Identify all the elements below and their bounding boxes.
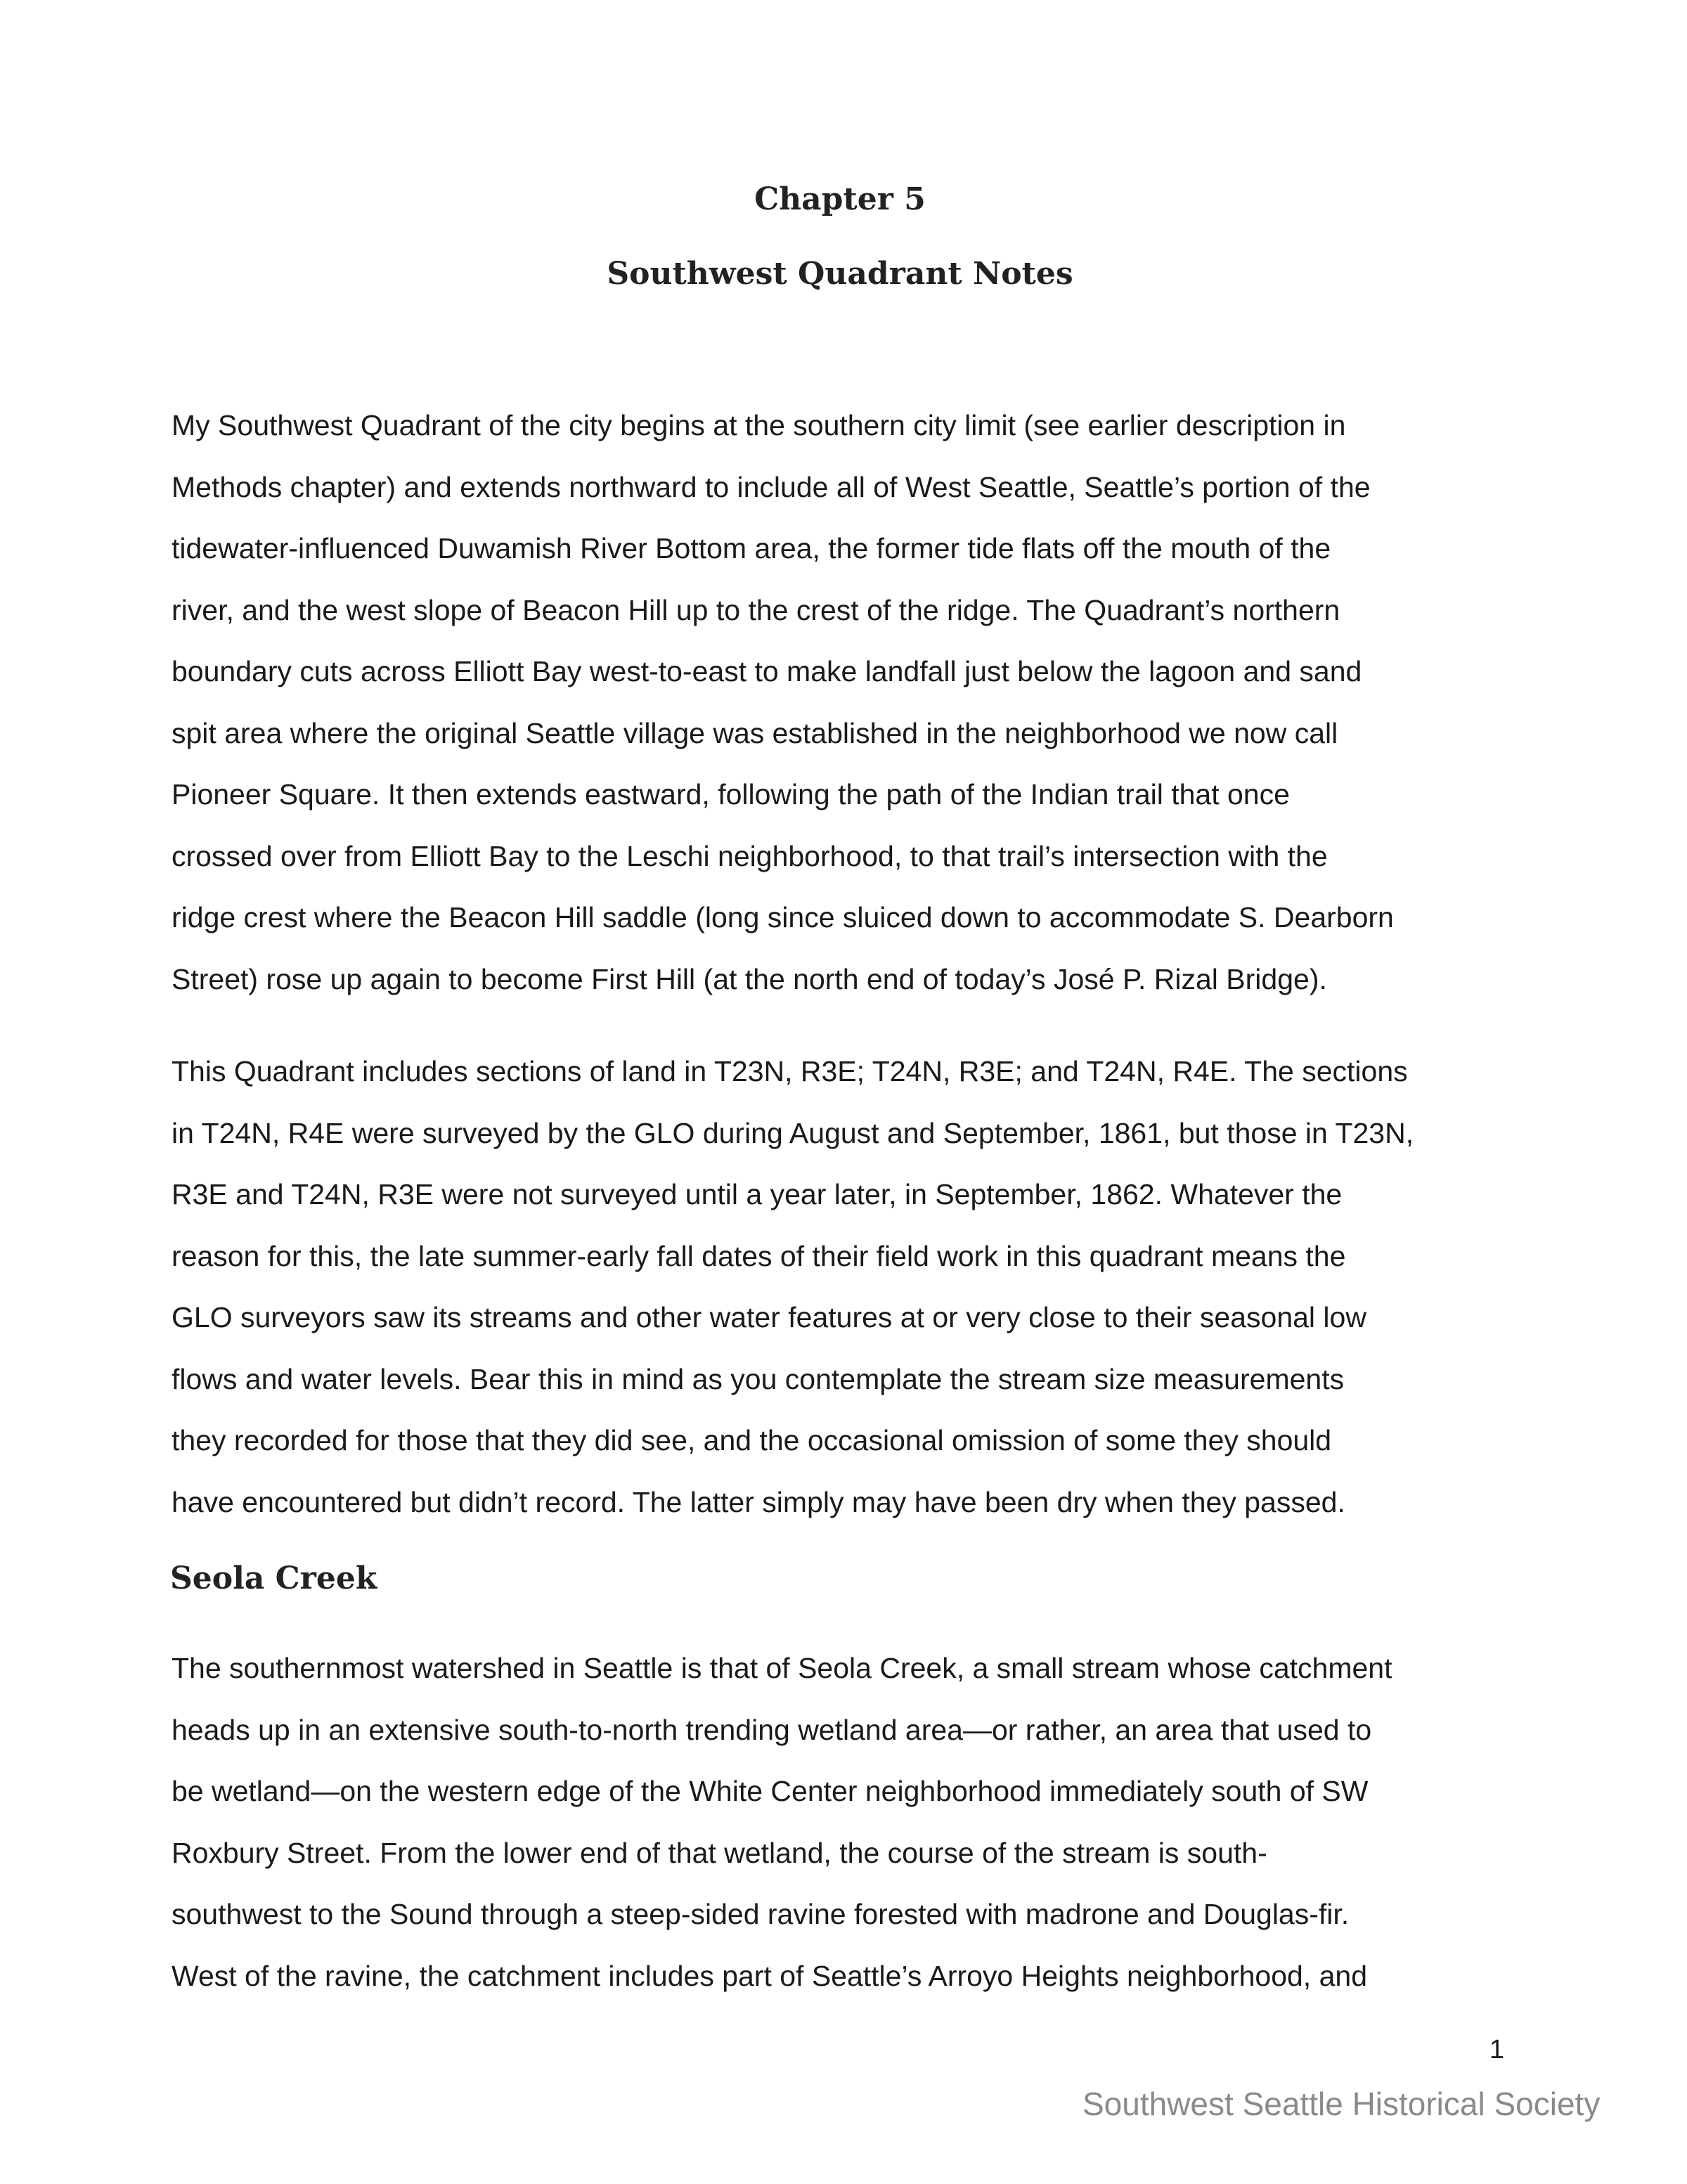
paragraph-line: have encountered but didn’t record. The latter simply may have been dry when they passed.	[172, 1485, 1345, 1518]
paragraph-line: crossed over from Elliott Bay to the Leschi neighborhood, to that trail’s intersection with the	[172, 839, 1328, 872]
paragraph-line: Pioneer Square. It then extends eastward, following the path of the Indian trail that once	[172, 778, 1290, 810]
paragraph-line: in T24N, R4E were surveyed by the GLO during August and September, 1861, but those in T23N,	[172, 1116, 1414, 1149]
paragraph-line: R3E and T24N, R3E were not surveyed until a year later, in September, 1862. Whatever the	[172, 1178, 1343, 1210]
paragraph-survey	[172, 1041, 1507, 1533]
paragraph-intro	[172, 395, 1507, 1010]
paragraph-line: GLO surveyors saw its streams and other water features at or very close to their seasonal low	[172, 1301, 1366, 1333]
paragraph-line: West of the ravine, the catchment includes part of Seattle’s Arroyo Heights neighborhood, and	[172, 1959, 1367, 1992]
paragraph-line: be wetland—on the western edge of the White Center neighborhood immediately south of SW	[172, 1775, 1369, 1807]
paragraph-seola-creek	[172, 1638, 1507, 2007]
chapter-number: Chapter 5	[754, 181, 926, 217]
paragraph-line: southwest to the Sound through a steep-sided ravine forested with madrone and Douglas-fir.	[172, 1898, 1350, 1930]
paragraph-line: Methods chapter) and extends northward to include all of West Seattle, Seattle’s portion of the	[172, 470, 1371, 503]
paragraph-line: flows and water levels. Bear this in mind as you contemplate the stream size measurements	[172, 1362, 1345, 1395]
paragraph-line: spit area where the original Seattle village was established in the neighborhood we now call	[172, 716, 1338, 749]
paragraph-line: ridge crest where the Beacon Hill saddle (long since sluiced down to accommodate S. Dearborn	[172, 901, 1394, 933]
watermark: Southwest Seattle Historical Society	[1082, 2086, 1601, 2122]
paragraph-line: heads up in an extensive south-to-north trending wetland area—or rather, an area that used to	[172, 1713, 1372, 1746]
section-heading: Seola Creek	[170, 1561, 377, 1596]
paragraph-line: they recorded for those that they did see, and the occasional omission of some they should	[172, 1424, 1332, 1456]
paragraph-line: boundary cuts across Elliott Bay west-to-east to make landfall just below the lagoon and sand	[172, 655, 1362, 687]
paragraph-line: tidewater-influenced Duwamish River Bottom area, the former tide flats off the mouth of the	[172, 532, 1331, 564]
paragraph-line: river, and the west slope of Beacon Hill up to the crest of the ridge. The Quadrant’s northern	[172, 593, 1340, 626]
paragraph-line: The southernmost watershed in Seattle is that of Seola Creek, a small stream whose catchment	[172, 1652, 1392, 1684]
paragraph-line: My Southwest Quadrant of the city begins at the southern city limit (see earlier description in	[172, 409, 1346, 441]
paragraph-line: Street) rose up again to become First Hill (at the north end of today’s José P. Rizal Bridge).	[172, 962, 1327, 995]
page-number: 1	[1489, 2035, 1504, 2065]
paragraph-line: Roxbury Street. From the lower end of that wetland, the course of the stream is south-	[172, 1836, 1267, 1869]
chapter-title: Southwest Quadrant Notes	[607, 256, 1073, 292]
paragraph-line: reason for this, the late summer-early fall dates of their field work in this quadrant means the	[172, 1239, 1346, 1272]
paragraph-line: This Quadrant includes sections of land in T23N, R3E; T24N, R3E; and T24N, R4E. The sections	[172, 1055, 1408, 1087]
